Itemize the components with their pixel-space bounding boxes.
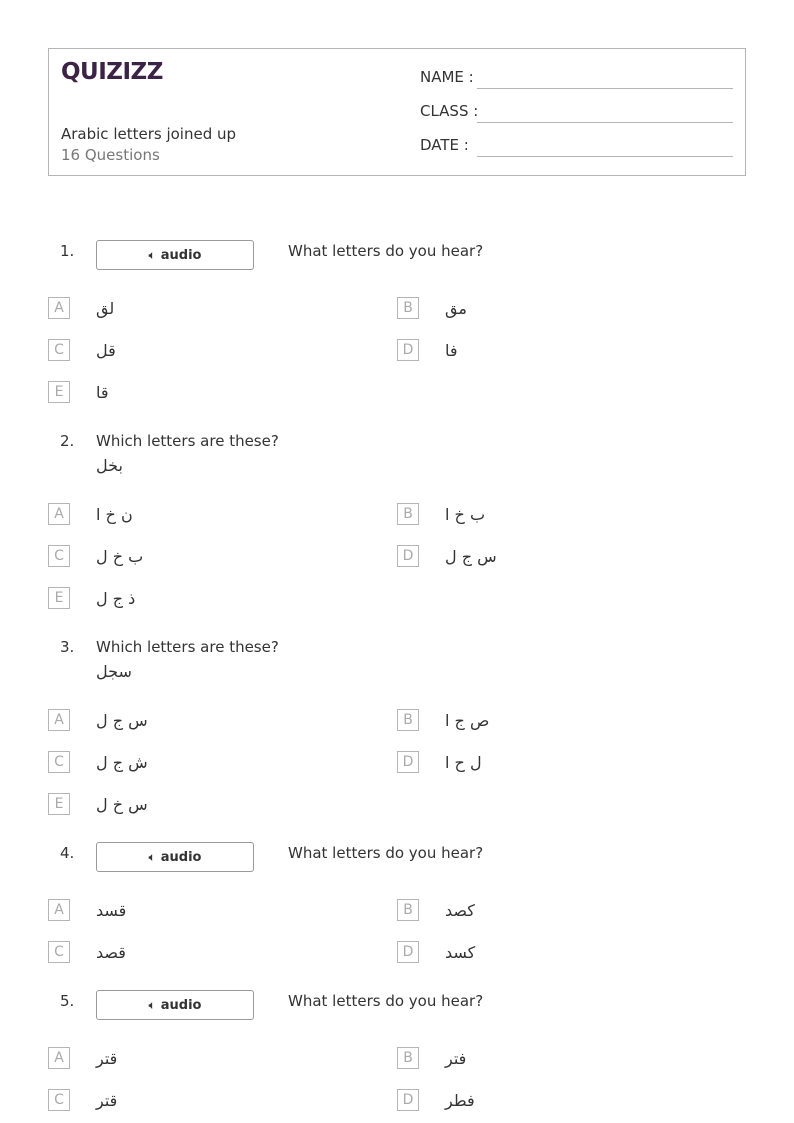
option-letter[interactable]: B bbox=[397, 503, 419, 525]
question-number: 5. bbox=[60, 992, 75, 1010]
option-letter[interactable]: D bbox=[397, 339, 419, 361]
option-letter[interactable]: A bbox=[48, 899, 70, 921]
audio-label: audio bbox=[160, 849, 202, 865]
option-letter[interactable]: C bbox=[48, 339, 70, 361]
option-text[interactable]: س ج ل bbox=[96, 711, 148, 730]
option-letter[interactable]: A bbox=[48, 709, 70, 731]
date-field[interactable] bbox=[420, 136, 469, 154]
option-letter[interactable]: C bbox=[48, 1089, 70, 1111]
option-letter[interactable]: D bbox=[397, 545, 419, 567]
class-label: CLASS : bbox=[420, 102, 479, 120]
option-letter[interactable]: A bbox=[48, 503, 70, 525]
option-text[interactable]: قتر bbox=[96, 1049, 118, 1068]
option-text[interactable]: قا bbox=[96, 383, 109, 402]
option-text[interactable]: قصد bbox=[96, 943, 126, 962]
quizizz-logo: QUIZIZZ bbox=[61, 59, 163, 85]
option-text[interactable]: قسد bbox=[96, 901, 127, 920]
audio-button[interactable] bbox=[96, 240, 254, 270]
name-field[interactable] bbox=[420, 68, 474, 86]
option-text[interactable]: س ج ل bbox=[445, 547, 497, 566]
question-number: 2. bbox=[60, 432, 75, 450]
question-text: What letters do you hear? bbox=[288, 242, 484, 260]
option-letter[interactable]: D bbox=[397, 941, 419, 963]
question-number: 3. bbox=[60, 638, 75, 656]
option-text[interactable]: ذ ج ل bbox=[96, 589, 136, 608]
speaker-icon: 🔈︎ bbox=[148, 247, 156, 262]
option-letter[interactable]: A bbox=[48, 1047, 70, 1069]
date-label: DATE : bbox=[420, 136, 469, 154]
option-text[interactable]: كصد bbox=[445, 901, 475, 920]
option-text[interactable]: فطر bbox=[445, 1091, 475, 1110]
option-letter[interactable]: E bbox=[48, 793, 70, 815]
option-text[interactable]: فا bbox=[445, 341, 458, 360]
worksheet-header bbox=[48, 48, 746, 176]
option-text[interactable]: كسد bbox=[445, 943, 476, 962]
speaker-icon: 🔈︎ bbox=[148, 849, 156, 864]
class-line[interactable] bbox=[477, 122, 733, 123]
audio-button[interactable] bbox=[96, 990, 254, 1020]
name-line[interactable] bbox=[477, 88, 733, 89]
option-letter[interactable]: C bbox=[48, 545, 70, 567]
date-line[interactable] bbox=[477, 156, 733, 157]
option-text[interactable]: ب خ ل bbox=[96, 547, 144, 566]
class-field[interactable] bbox=[420, 102, 478, 120]
option-letter[interactable]: D bbox=[397, 751, 419, 773]
option-text[interactable]: ب خ ا bbox=[445, 505, 486, 524]
option-text[interactable]: مق bbox=[445, 299, 467, 318]
question-text: What letters do you hear? bbox=[288, 992, 484, 1010]
option-letter[interactable]: E bbox=[48, 381, 70, 403]
question-text: Which letters are these? bbox=[96, 638, 279, 656]
question-arabic-word: سجل bbox=[96, 662, 132, 681]
question-text: Which letters are these? bbox=[96, 432, 279, 450]
question-arabic-word: بخل bbox=[96, 456, 123, 475]
speaker-icon: 🔈︎ bbox=[148, 997, 156, 1012]
option-text[interactable]: قل bbox=[96, 341, 116, 360]
question-text: What letters do you hear? bbox=[288, 844, 484, 862]
option-letter[interactable]: B bbox=[397, 899, 419, 921]
option-letter[interactable]: B bbox=[397, 297, 419, 319]
option-text[interactable]: لق bbox=[96, 299, 115, 318]
question-number: 1. bbox=[60, 242, 75, 260]
option-text[interactable]: ش ج ل bbox=[96, 753, 148, 772]
worksheet-title: Arabic letters joined up bbox=[61, 125, 237, 143]
option-letter[interactable]: B bbox=[397, 1047, 419, 1069]
option-letter[interactable]: D bbox=[397, 1089, 419, 1111]
option-text[interactable]: ص ج ا bbox=[445, 711, 490, 730]
option-letter[interactable]: A bbox=[48, 297, 70, 319]
name-label: NAME : bbox=[420, 68, 474, 86]
question-number: 4. bbox=[60, 844, 75, 862]
audio-button[interactable] bbox=[96, 842, 254, 872]
audio-label: audio bbox=[160, 997, 202, 1013]
option-text[interactable]: ن خ ا bbox=[96, 505, 133, 524]
option-letter[interactable]: B bbox=[397, 709, 419, 731]
option-text[interactable]: س خ ل bbox=[96, 795, 148, 814]
option-text[interactable]: قتر bbox=[96, 1091, 118, 1110]
question-count: 16 Questions bbox=[61, 146, 160, 164]
option-letter[interactable]: C bbox=[48, 751, 70, 773]
option-letter[interactable]: C bbox=[48, 941, 70, 963]
option-text[interactable]: ل ح ا bbox=[445, 753, 482, 772]
option-letter[interactable]: E bbox=[48, 587, 70, 609]
audio-label: audio bbox=[160, 247, 202, 263]
option-text[interactable]: فتر bbox=[445, 1049, 467, 1068]
